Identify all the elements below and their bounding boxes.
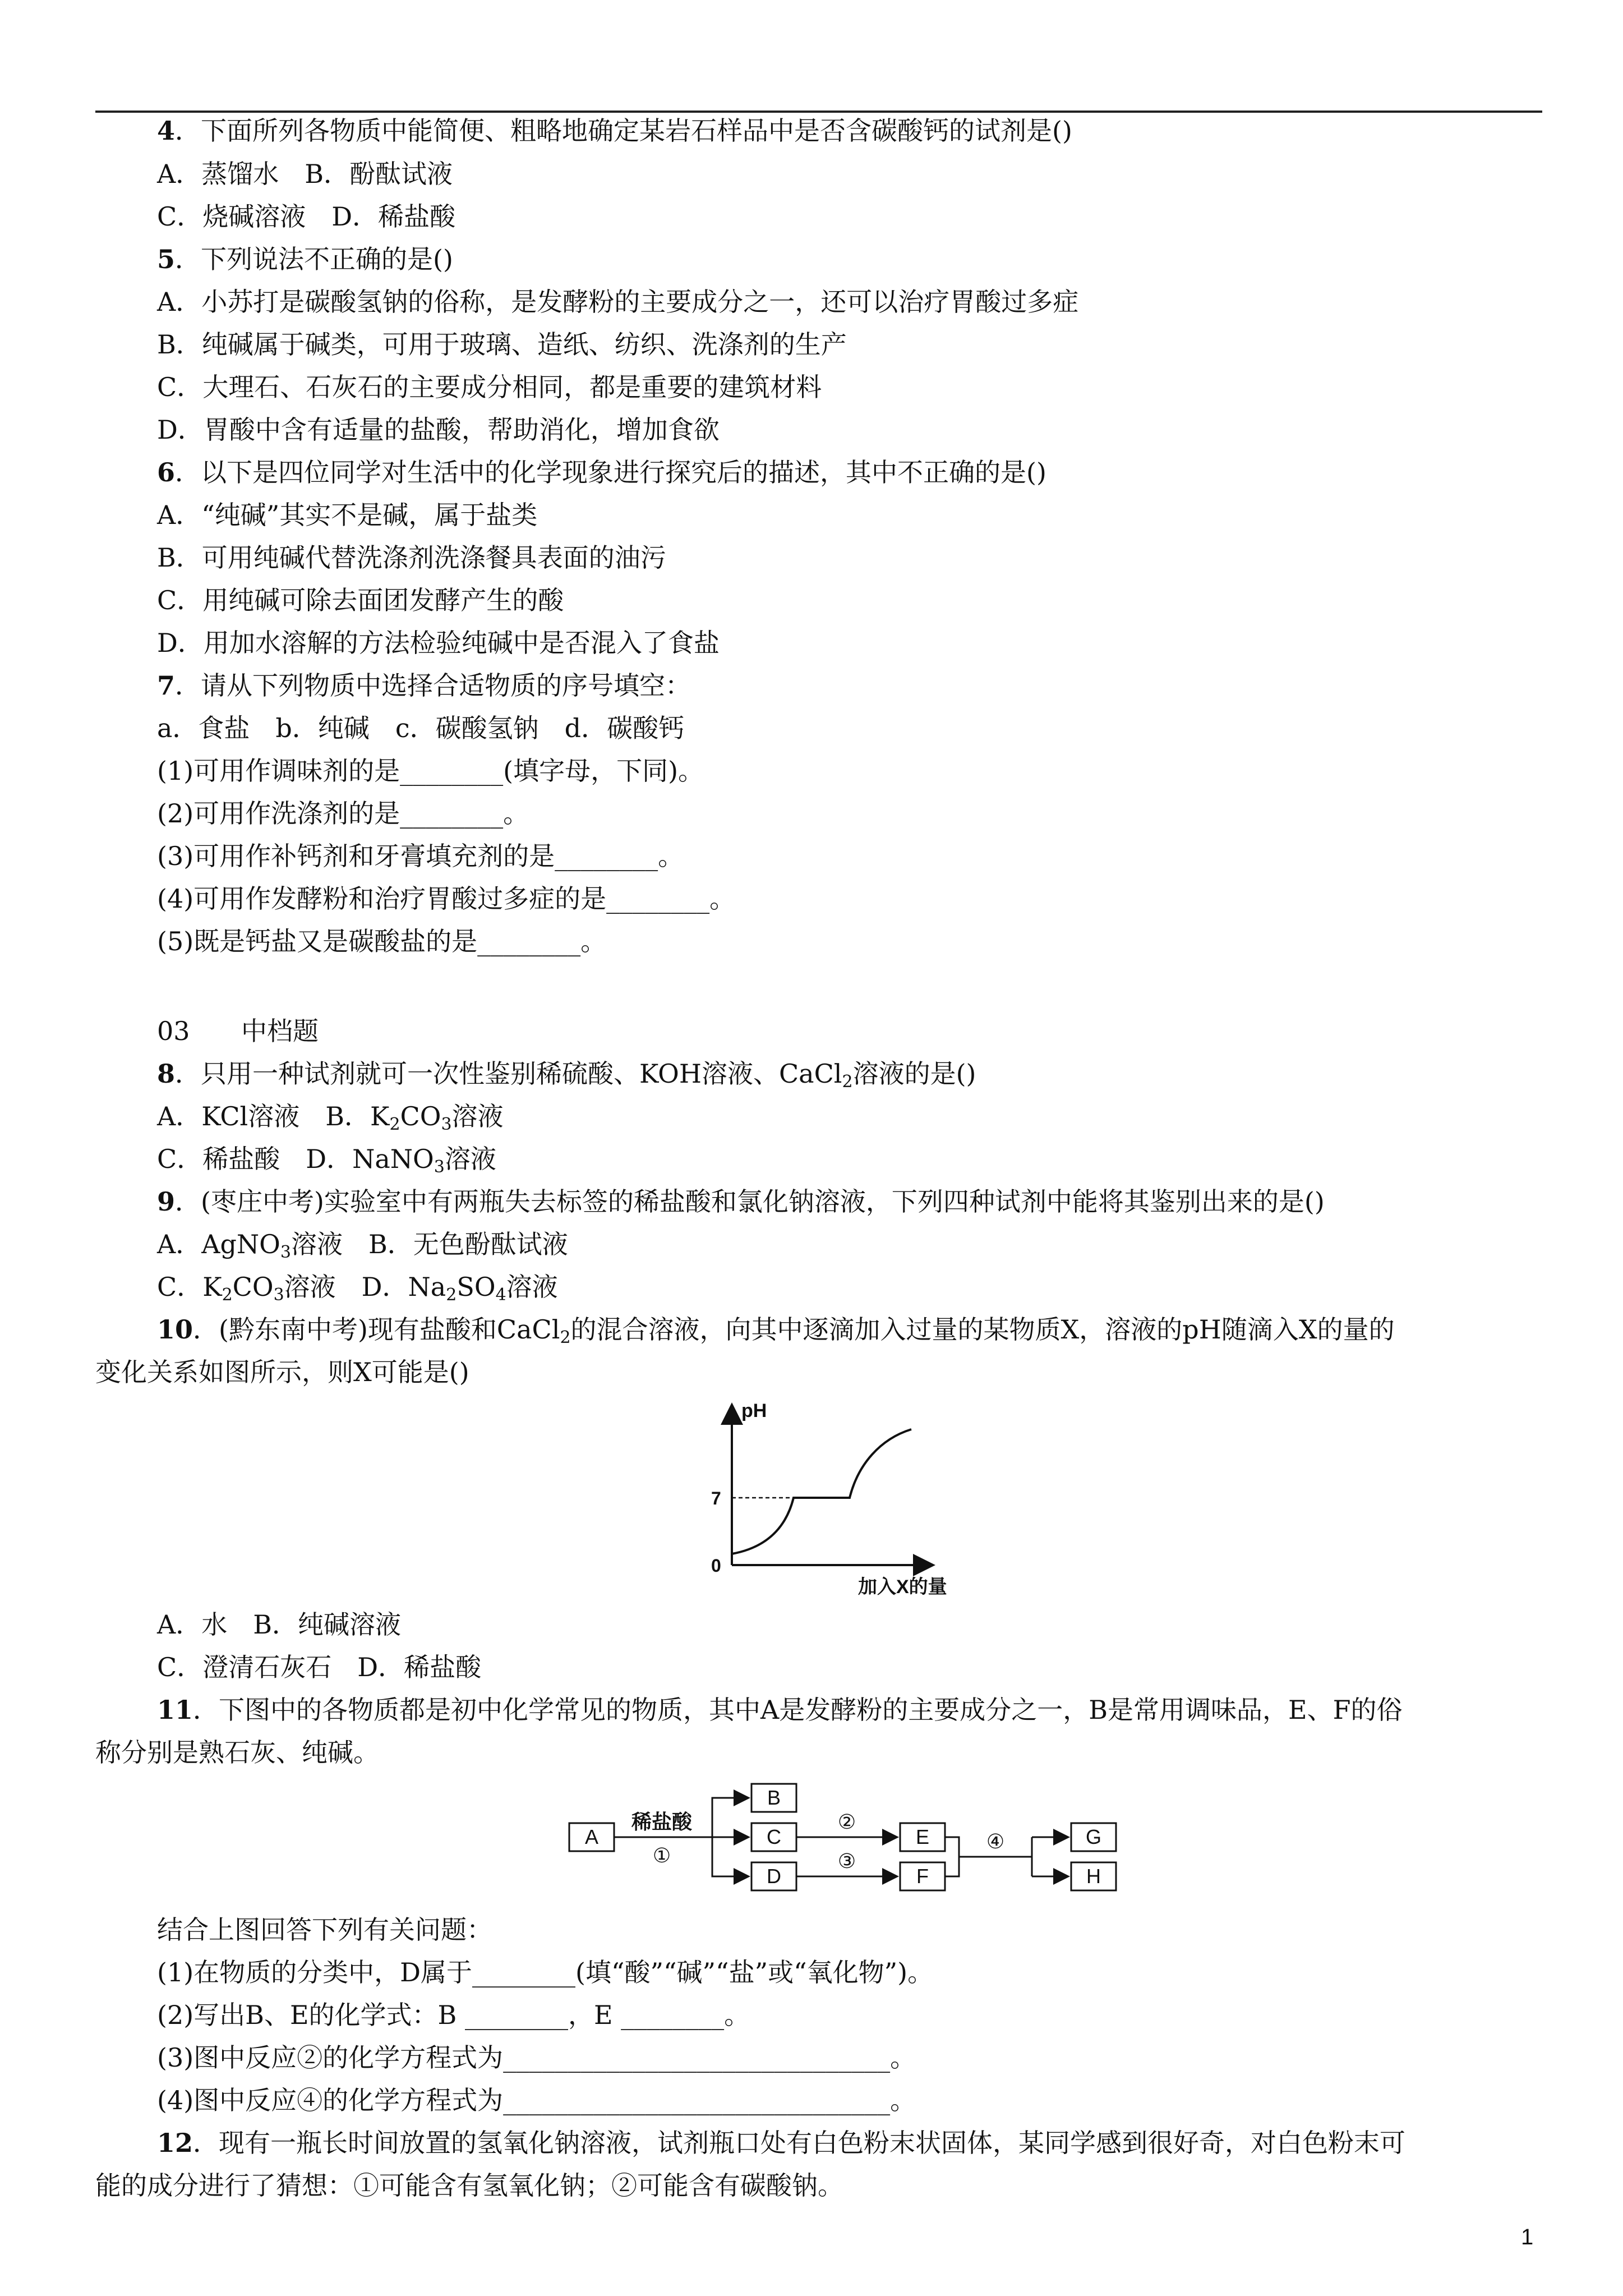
option-line [157,1142,496,1176]
node-a: A [584,1825,599,1848]
option-text: 溶液 [444,1144,496,1174]
question-11-stem [157,1693,1403,1727]
fill-blank-item: (3)可用作补钙剂和牙膏填充剂的是________。 [157,841,684,871]
question-text: ．下面所列各物质中能简便、粗略地确定某岩石样品中是否含碳酸钙的试剂是() [175,116,1072,146]
option-line: B．可用纯碱代替洗涤剂洗涤餐具表面的油污 [157,542,666,573]
subscript: 2 [389,1115,400,1134]
question-text: ．(枣庄中考)实验室中有两瓶失去标签的稀盐酸和氯化钠溶液，下列四种试剂中能将其鉴别出来的是() [175,1186,1325,1217]
question-text-continued: 能的成分进行了猜想：①可能含有氢氧化钠；②可能含有碳酸钠。 [95,2170,843,2201]
option-line [157,1227,568,1261]
section-title: 中档题 [241,1016,319,1046]
subscript: 3 [273,1285,284,1305]
option-line: B．纯碱属于碱类，可用于玻璃、造纸、纺织、洗涤剂的生产 [157,329,847,360]
option-line: C．用纯碱可除去面团发酵产生的酸 [157,585,564,615]
reaction-4-label: ④ [986,1830,1005,1853]
option-text: CO [400,1101,441,1131]
question-number: 5 [157,244,176,274]
node-h: H [1086,1865,1101,1888]
option-text: 溶液 D．Na [284,1272,446,1302]
subscript: 2 [222,1285,233,1305]
option-line: C．澄清石灰石 D．稀盐酸 [157,1652,482,1682]
question-text: ．只用一种试剂就可一次性鉴别稀硫酸、KOH溶液、CaCl [175,1059,842,1089]
header-rule [95,111,1542,113]
option-line [157,1099,504,1133]
subscript: 3 [280,1243,291,1262]
question-text-continued: 变化关系如图所示，则X可能是() [95,1357,469,1387]
question-number: 9 [157,1186,176,1217]
option-line: A．蒸馏水 B．酚酞试液 [157,159,453,189]
fill-blank-item: (1)在物质的分类中，D属于________(填“酸”“碱”“盐”或“氧化物”)。 [157,1957,934,1987]
question-9-stem [157,1185,1325,1218]
question-intro: 结合上图回答下列有关问题： [157,1915,492,1945]
fill-blank-item: (4)可用作发酵粉和治疗胃酸过多症的是________。 [157,884,736,914]
option-line: D．用加水溶解的方法检验纯碱中是否混入了食盐 [157,628,720,658]
node-b: B [767,1786,781,1809]
fill-blank-item: (3)图中反应②的化学方程式为______________________________。 [157,2042,916,2073]
fill-blank-item: (5)既是钙盐又是碳酸盐的是________。 [157,926,607,956]
origin-label: 0 [711,1556,721,1576]
node-c: C [767,1825,781,1848]
option-text: C．稀盐酸 D．NaNO [157,1144,434,1174]
question-number: 10 [157,1314,193,1345]
question-text: 溶液的是() [852,1059,976,1089]
option-line: A．水 B．纯碱溶液 [157,1609,402,1640]
reaction-2-label: ② [837,1810,856,1833]
subscript: 2 [842,1072,853,1092]
question-12-stem [157,2126,1405,2160]
x-axis-label: 加入X的量 [858,1576,947,1598]
option-line [157,1270,558,1304]
option-text: 溶液 B．无色酚酞试液 [291,1229,568,1259]
subscript: 4 [495,1285,506,1305]
question-text: ．下图中的各物质都是初中化学常见的物质，其中A是发酵粉的主要成分之一，B是常用调味品，E、F的俗 [193,1695,1403,1725]
question-5-stem [157,242,453,276]
subscript: 2 [446,1285,457,1305]
page-number: 1 [1521,2225,1534,2249]
option-text: A．AgNO [157,1229,280,1259]
reaction-3-label: ③ [837,1849,856,1872]
reaction-1-label: ① [652,1844,671,1867]
node-e: E [915,1825,930,1848]
option-text: A．KCl溶液 B．K [157,1101,390,1131]
option-line: A．小苏打是碳酸氢钠的俗称，是发酵粉的主要成分之一，还可以治疗胃酸过多症 [157,287,1079,317]
option-line: D．胃酸中含有适量的盐酸，帮助消化，增加食欲 [157,415,720,445]
option-line: A．“纯碱”其实不是碱，属于盐类 [157,500,538,530]
section-number: 03 [157,1016,190,1046]
ph-curve-graph [690,1397,1004,1599]
subscript: 2 [560,1328,571,1347]
question-number: 6 [157,457,176,487]
fill-blank-item: (1)可用作调味剂的是________(填字母，下同)。 [157,756,704,786]
node-g: G [1085,1825,1102,1848]
question-8-stem [157,1057,976,1091]
question-text: ．以下是四位同学对生活中的化学现象进行探究后的描述，其中不正确的是() [175,457,1046,487]
question-number: 11 [157,1695,193,1725]
question-4-stem [157,114,1072,148]
subscript: 3 [441,1115,452,1134]
option-text: 溶液 [506,1272,558,1302]
option-line: C．大理石、石灰石的主要成分相同，都是重要的建筑材料 [157,372,822,402]
option-text: C．K [157,1272,222,1302]
option-text: CO [232,1272,274,1302]
subscript: 3 [434,1157,445,1177]
ph-curve [732,1429,911,1554]
question-text: 的混合溶液，向其中逐滴加入过量的某物质X，溶液的pH随滴入X的量的 [570,1314,1395,1345]
question-10-stem [157,1313,1395,1346]
question-text: ．请从下列物质中选择合适物质的序号填空： [175,670,691,701]
y-axis-label: pH [741,1400,767,1421]
node-d: D [767,1865,781,1888]
question-6-stem [157,455,1046,489]
node-f: F [916,1865,929,1888]
question-text-continued: 称分别是熟石灰、纯碱。 [95,1737,379,1768]
question-number: 7 [157,670,176,701]
question-7-stem [157,669,691,702]
reagent-label: 稀盐酸 [631,1810,693,1833]
fill-blank-item: (2)可用作洗涤剂的是________。 [157,798,529,829]
reaction-flow-diagram [561,1778,1155,1902]
question-number: 4 [157,116,176,146]
question-number: 12 [157,2128,193,2158]
fill-blank-item: (4)图中反应④的化学方程式为______________________________。 [157,2085,916,2115]
option-text: 溶液 [451,1101,504,1131]
question-text: ．(黔东南中考)现有盐酸和CaCl [193,1314,560,1345]
question-text: ．现有一瓶长时间放置的氢氧化钠溶液，试剂瓶口处有白色粉末状固体，某同学感到很好奇，对白色粉末可 [193,2128,1406,2158]
question-text: ．下列说法不正确的是() [175,244,453,274]
question-number: 8 [157,1059,176,1089]
option-text: SO [457,1272,496,1302]
choice-list: a．食盐 b．纯碱 c．碳酸氢钠 d．碳酸钙 [157,713,685,743]
tick-label-7: 7 [711,1488,721,1508]
option-line: C．烧碱溶液 D．稀盐酸 [157,201,456,232]
fill-blank-item: (2)写出B、E的化学式：B ________，E ________。 [157,2000,750,2030]
